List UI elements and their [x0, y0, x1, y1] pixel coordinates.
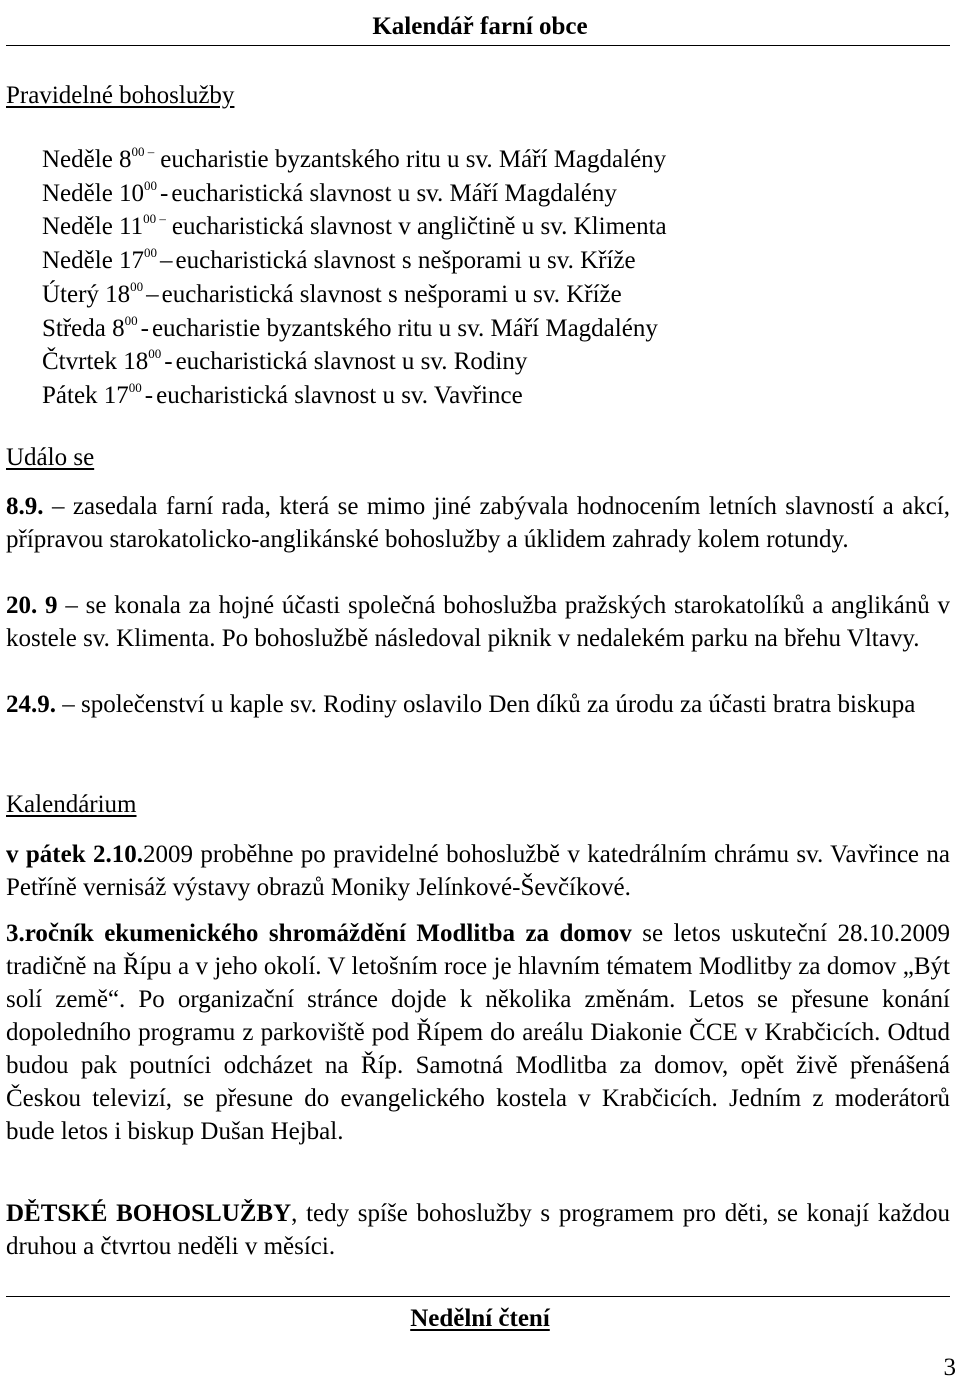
schedule-item: Pátek $17^{00}$ - eucharistická slavnost u sv. Vavřince — [42, 379, 523, 409]
kalendarium-paragraph: 3.ročník ekumenického shromáždění Modlitba za domov se letos uskuteční 28.10.2009 tradičně na Řípu a v jeho okolí. V letošním roce je hlavním tématem Modlitby za domov „Být solí země“. Po organizační stránce dojde k několika změnám. Letos se přesune konání dopoledního programu z parkoviště pod Řípem do areálu Diakonie ČCE v Krabčicích. Odtud budou pak poutníci odcházet na Říp. Samotná Modlitba za domov, opět živě přenášená Českou televizí, se přesune do evangelického kostela v Krabčicích. Jedním z moderátorů bude letos i biskup Dušan Hejbal. — [6, 920, 950, 1145]
schedule-item: Neděle $11^{00 -}$ eucharistická slavnost v angličtině u sv. Klimenta — [42, 211, 667, 241]
event-paragraph: 24.9. – společenství u kaple sv. Rodiny oslavilo Den díků za úrodu za účasti bratra biskupa — [6, 691, 916, 718]
event-date: 20. 9 — [6, 592, 58, 619]
paragraph-lead: 3.ročník ekumenického shromáždění Modlitba za domov — [6, 920, 632, 947]
header-divider — [6, 45, 950, 46]
footer-divider — [6, 1296, 950, 1297]
paragraph-lead: v pátek 2.10. — [6, 841, 144, 868]
section-heading-udalo-se: Událo se — [6, 444, 95, 471]
event-paragraph: 8.9. – zasedala farní rada, která se mimo jiné zabývala hodnocením letních slavností a akcí, přípravou starokatolicko-anglikánské bohoslužby a úklidem zahrady kolem rotundy. — [6, 493, 951, 553]
event-paragraph: 20. 9 – se konala za hojné účasti společná bohoslužba pražských starokatolíků a anglikánů v kostele sv. Klimenta. Po bohoslužbě následoval piknik v nedalekém parku na břehu Vltavy. — [6, 592, 951, 652]
schedule-item: Neděle $8^{00 -}$ eucharistie byzantského ritu u sv. Máří Magdalény — [42, 144, 667, 173]
schedule-item: Středa $8^{00}$ - eucharistie byzantského ritu u sv. Máří Magdalény — [42, 312, 658, 342]
event-date: 24.9. — [6, 691, 56, 718]
section-heading-bohosluzby: Pravidelné bohoslužby — [6, 82, 235, 109]
section-heading-kalendarium: Kalendárium — [6, 791, 137, 818]
paragraph-lead: DĚTSKÉ BOHOSLUŽBY — [6, 1200, 292, 1227]
kalendarium-paragraph: DĚTSKÉ BOHOSLUŽBY, tedy spíše bohoslužby s programem pro děti, se konají každou druhou a čtvrtou neděli v měsíci. — [6, 1200, 950, 1260]
schedule-item: Neděle $17^{00}$ – eucharistická slavnost s nešporami u sv. Kříže — [42, 245, 636, 275]
service-schedule — [42, 143, 942, 413]
event-date: 8.9. — [6, 493, 44, 520]
schedule-item: Čtvrtek $18^{00}$ - eucharistická slavnost u sv. Rodiny — [42, 346, 528, 376]
next-section-title: Nedělní čtení — [410, 1305, 550, 1332]
page-title: Kalendář farní obce — [372, 13, 588, 40]
page-number: 3 — [943, 1354, 956, 1381]
schedule-item: Neděle $10^{00}$ - eucharistická slavnost u sv. Máří Magdalény — [42, 177, 617, 207]
kalendarium-paragraph: v pátek 2.10.2009 proběhne po pravidelné bohoslužbě v katedrálním chrámu sv. Vavřince na Petříně vernisáž výstavy obrazů Moniky Jelínkové-Ševčíkové. — [6, 841, 951, 901]
schedule-item: Úterý $18^{00}$ – eucharistická slavnost s nešporami u sv. Kříže — [42, 278, 622, 308]
